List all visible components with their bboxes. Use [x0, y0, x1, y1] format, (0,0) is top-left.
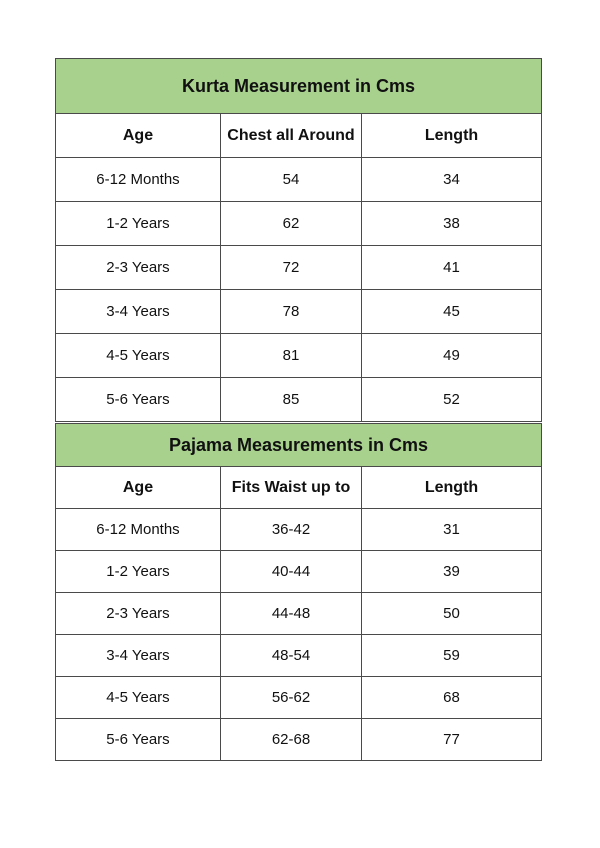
length-cell: 68 — [362, 677, 542, 719]
length-cell: 59 — [362, 635, 542, 677]
length-cell: 45 — [362, 290, 542, 334]
age-cell: 2-3 Years — [56, 593, 221, 635]
waist-cell: 48-54 — [221, 635, 362, 677]
pajama-measurement-table — [55, 423, 542, 761]
length-cell: 41 — [362, 246, 542, 290]
table-title-row — [56, 59, 542, 114]
table-row — [56, 334, 542, 378]
table-title-row — [56, 424, 542, 467]
table-row — [56, 158, 542, 202]
column-header-chest: Chest all Around — [221, 114, 362, 158]
age-cell: 2-3 Years — [56, 246, 221, 290]
length-cell: 39 — [362, 551, 542, 593]
chest-cell: 54 — [221, 158, 362, 202]
chest-cell: 78 — [221, 290, 362, 334]
column-header-age: Age — [56, 114, 221, 158]
table-row — [56, 290, 542, 334]
column-header-length: Length — [362, 114, 542, 158]
column-header-age: Age — [56, 467, 221, 509]
age-cell: 1-2 Years — [56, 202, 221, 246]
age-cell: 5-6 Years — [56, 378, 221, 422]
table-row — [56, 202, 542, 246]
table-row — [56, 378, 542, 422]
length-cell: 31 — [362, 509, 542, 551]
chest-cell: 62 — [221, 202, 362, 246]
age-cell: 1-2 Years — [56, 551, 221, 593]
table-row — [56, 635, 542, 677]
chest-cell: 72 — [221, 246, 362, 290]
length-cell: 34 — [362, 158, 542, 202]
kurta-measurement-table — [55, 58, 542, 422]
chest-cell: 85 — [221, 378, 362, 422]
column-header-length: Length — [362, 467, 542, 509]
table-row — [56, 719, 542, 761]
table-row — [56, 246, 542, 290]
waist-cell: 44-48 — [221, 593, 362, 635]
chest-cell: 81 — [221, 334, 362, 378]
length-cell: 52 — [362, 378, 542, 422]
kurta-table-title: Kurta Measurement in Cms — [56, 59, 542, 114]
age-cell: 3-4 Years — [56, 290, 221, 334]
table-header-row — [56, 114, 542, 158]
length-cell: 38 — [362, 202, 542, 246]
table-row — [56, 593, 542, 635]
table-header-row — [56, 467, 542, 509]
waist-cell: 56-62 — [221, 677, 362, 719]
length-cell: 50 — [362, 593, 542, 635]
waist-cell: 62-68 — [221, 719, 362, 761]
age-cell: 4-5 Years — [56, 677, 221, 719]
table-row — [56, 509, 542, 551]
waist-cell: 36-42 — [221, 509, 362, 551]
length-cell: 49 — [362, 334, 542, 378]
column-header-waist: Fits Waist up to — [221, 467, 362, 509]
table-row — [56, 677, 542, 719]
length-cell: 77 — [362, 719, 542, 761]
table-row — [56, 551, 542, 593]
age-cell: 6-12 Months — [56, 509, 221, 551]
age-cell: 4-5 Years — [56, 334, 221, 378]
pajama-table-title: Pajama Measurements in Cms — [56, 424, 542, 467]
age-cell: 5-6 Years — [56, 719, 221, 761]
waist-cell: 40-44 — [221, 551, 362, 593]
age-cell: 6-12 Months — [56, 158, 221, 202]
age-cell: 3-4 Years — [56, 635, 221, 677]
